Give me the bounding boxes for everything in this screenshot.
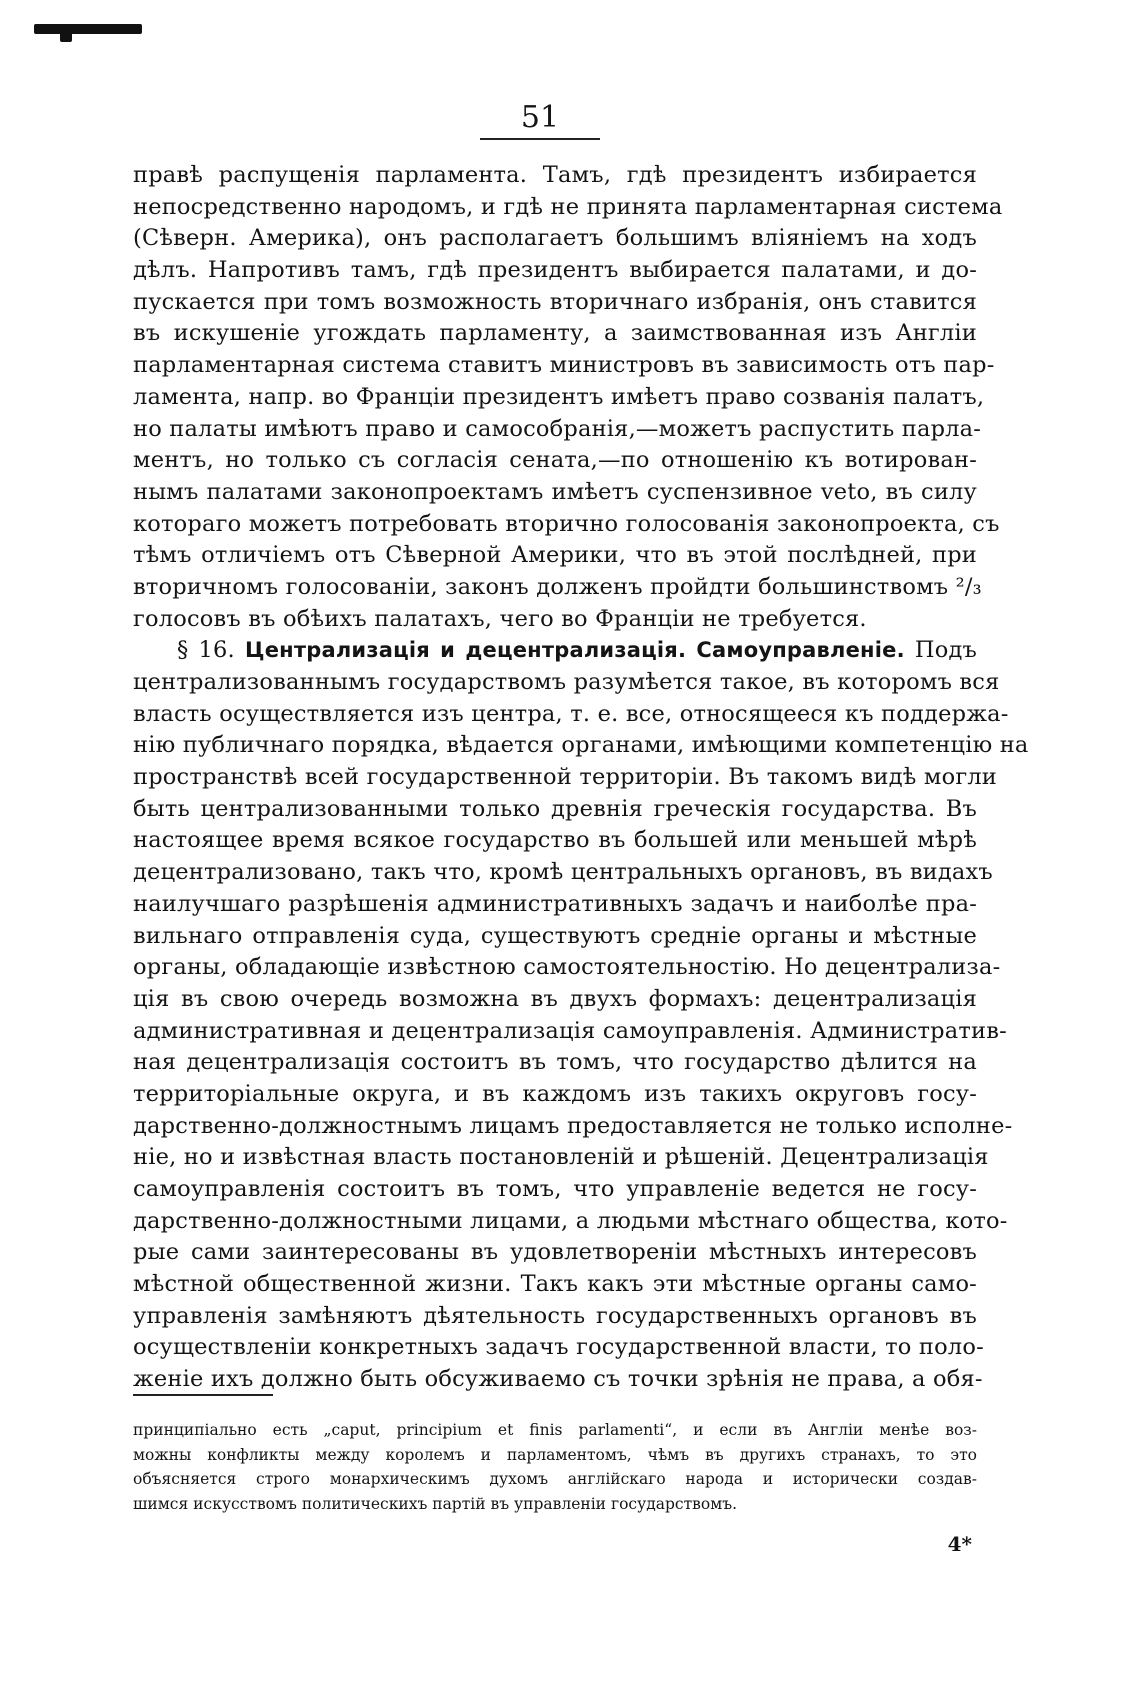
paragraph1-line: но палаты имѣютъ право и самособранія,—можетъ распустить парла- (133, 415, 982, 442)
paragraph2-line: административная и децентрализація самоуправленія. Административ- (133, 1017, 1007, 1044)
paragraph1-line: нымъ палатами законопроектамъ имѣетъ суспензивное veto, въ силу (133, 478, 977, 505)
paragraph2-line: ніе, но и извѣстная власть постановленій и рѣшеній. Децентрализація (133, 1144, 989, 1171)
paragraph1-line: (Сѣверн. Америка), онъ располагаетъ большимъ вліяніемъ на ходъ (133, 225, 977, 252)
scan-artifact (34, 24, 142, 34)
paragraph2-line: дарственно-должностными лицами, а людьми мѣстнаго общества, кото- (133, 1207, 1008, 1234)
paragraph2-line: быть централизованными только древнія греческія государства. Въ (133, 795, 977, 822)
paragraph2-line: самоуправленія состоитъ въ томъ, что управленіе ведется не госу- (133, 1176, 977, 1202)
section-number: § 16. (177, 637, 235, 664)
paragraph1-line: ламента, напр. во Франціи президентъ имѣетъ право созванія палатъ, (133, 383, 985, 410)
paragraph1-line: пускается при томъ возможность вторичнаго избранія, онъ ставится (133, 288, 977, 315)
paragraph2-line: нію публичнаго порядка, вѣдается органами, имѣющими компетенцію на (133, 732, 1029, 759)
paragraph-continued (133, 160, 1003, 635)
paragraph1-line: вторичномъ голосованіи, законъ долженъ пройдти большинствомъ ²/₃ (133, 573, 982, 600)
section-heading-line (133, 635, 977, 667)
paragraph2-line: управленія замѣняютъ дѣятельность государственныхъ органовъ въ (133, 1302, 977, 1329)
paragraph2-line: органы, обладающіе извѣстною самостоятельностію. Но децентрализа- (133, 954, 1001, 981)
paragraph2-line: децентрализовано, такъ что, кромѣ центральныхъ органовъ, въ видахъ (133, 859, 993, 886)
page-number: 51 (520, 100, 560, 135)
paragraph2-line: женіе ихъ должно быть обсуживаемо съ точки зрѣнія не права, а обя- (133, 1366, 983, 1393)
paragraph1-line: голосовъ въ обѣихъ палатахъ, чего во Франціи не требуется. (133, 605, 867, 632)
paragraph1-line: ментъ, но только съ согласія сената,—по отношенію къ вотирован- (133, 447, 977, 474)
footnote-line: шимся искусствомъ политическихъ партій въ управленіи государствомъ. (133, 1494, 738, 1513)
paragraph2-line: территоріальные округа, и въ каждомъ изъ такихъ округовъ госу- (133, 1080, 977, 1107)
paragraph-section-16 (133, 667, 1029, 1396)
paragraph1-line: правѣ распущенія парламента. Тамъ, гдѣ президентъ избирается (133, 162, 977, 188)
paragraph2-line: осуществленіи конкретныхъ задачъ государственной власти, то поло- (133, 1334, 984, 1361)
paragraph2-line: мѣстной общественной жизни. Такъ какъ эти мѣстные органы само- (133, 1271, 977, 1298)
footnote-rule (133, 1394, 273, 1396)
footnote-line: объясняется строго монархическимъ духомъ англійскаго народа и исторически создав- (133, 1470, 977, 1488)
paragraph2-line: наилучшаго разрѣшенія административныхъ задачъ и наиболѣе пра- (133, 890, 977, 917)
paragraph1-line: непосредственно народомъ, и гдѣ не принята парламентарная система (133, 193, 1003, 220)
paragraph2-line: дарственно-должностнымъ лицамъ предоставляется не только исполне- (133, 1112, 1013, 1139)
body-text (133, 160, 1029, 1396)
paragraph2-line: централизованнымъ государствомъ разумѣется такое, въ которомъ вся (133, 669, 1000, 695)
paragraph1-line: парламентарная система ставитъ министровъ въ зависимость отъ пар- (133, 352, 995, 379)
paragraph1-line: тѣмъ отличіемъ отъ Сѣверной Америки, что въ этой послѣдней, при (133, 542, 977, 569)
paragraph1-line: въ искушеніе угождать парламенту, а заимствованная изъ Англіи (133, 320, 977, 347)
paragraph2-line: власть осуществляется изъ центра, т. е. все, относящееся къ поддержа- (133, 700, 1009, 727)
footnote-line: можны конфликты между королемъ и парламентомъ, чѣмъ въ другихъ странахъ, то это (133, 1445, 977, 1464)
paragraph2-line: ная децентрализація состоитъ въ томъ, что государство дѣлится на (133, 1049, 977, 1076)
paragraph1-line: котораго можетъ потребовать вторично голосованія законопроекта, съ (133, 510, 1000, 537)
footnote-line: принципіально есть „caput, principium et finis parlamenti“, и если въ Англіи менѣе воз- (133, 1421, 977, 1439)
paragraph2-line: рые сами заинтересованы въ удовлетвореніи мѣстныхъ интересовъ (133, 1239, 977, 1266)
paragraph2-line: ція въ свою очередь возможна въ двухъ формахъ: децентрализація (133, 985, 977, 1012)
page-number-rule (480, 138, 600, 140)
paragraph1-line: дѣлъ. Напротивъ тамъ, гдѣ президентъ выбирается палатами, и до- (133, 257, 977, 284)
paragraph2-line: настоящее время всякое государство въ большей или меньшей мѣрѣ (133, 827, 977, 854)
footnote (133, 1418, 977, 1516)
paragraph2-line: пространствѣ всей государственной территоріи. Въ такомъ видѣ могли (133, 764, 998, 791)
section-first-words: Подъ (914, 637, 978, 664)
section-heading: Централизація и децентрализація. Самоуправленіе. (245, 638, 905, 663)
signature-mark: 4* (947, 1532, 972, 1556)
paragraph2-line: вильнаго отправленія суда, существуютъ средніе органы и мѣстные (133, 922, 977, 949)
